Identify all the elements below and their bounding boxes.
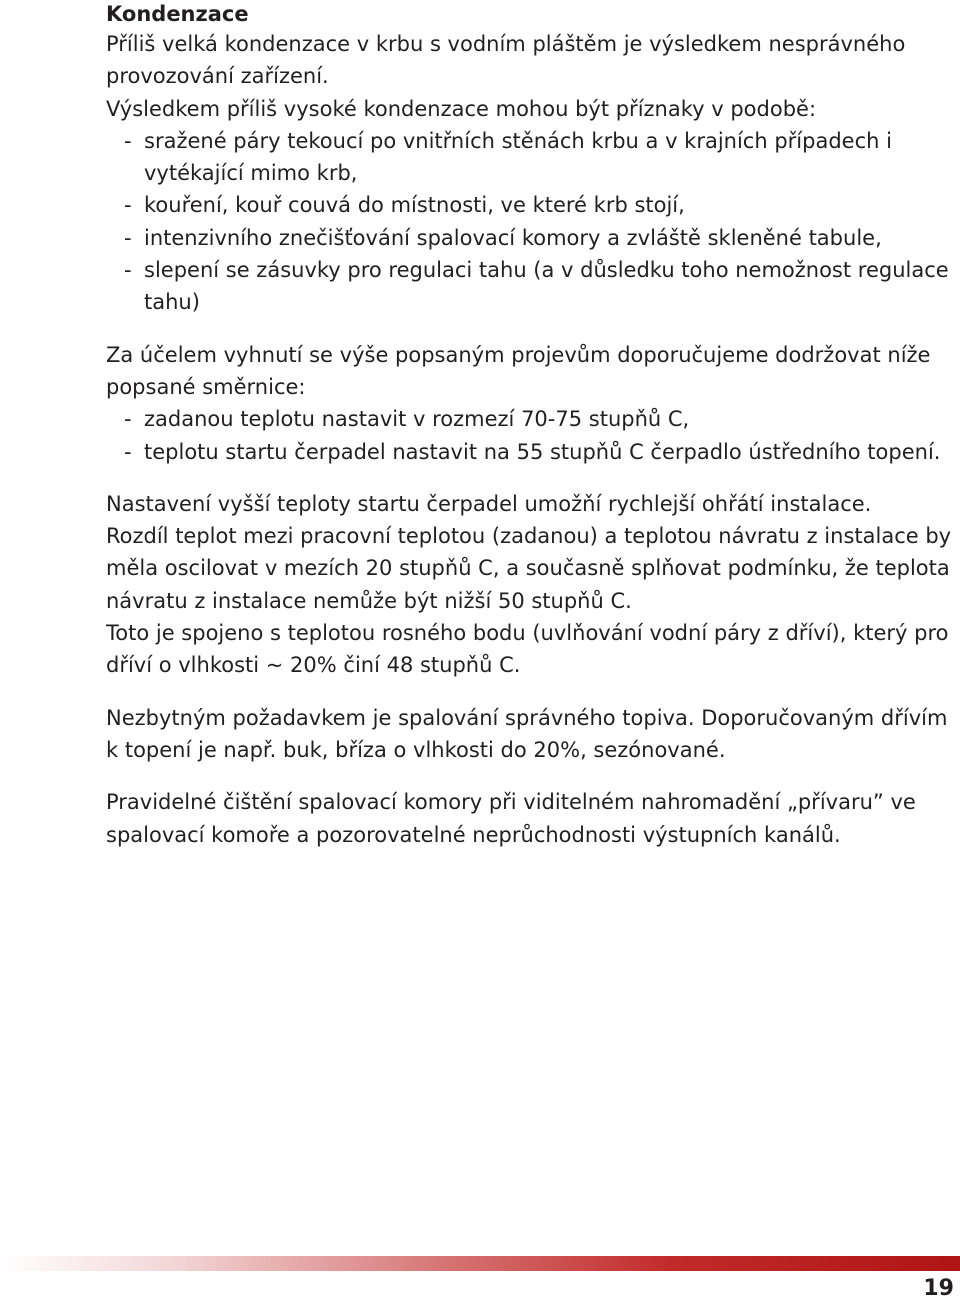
list-item: - intenzivního znečišťování spalovací komory a zvláště skleněné tabule, [124, 225, 882, 250]
symptoms-list [106, 125, 958, 319]
pump-paragraph-1: Nastavení vyšší teploty startu čerpadel umožňí rychlejší ohřátí instalace. [106, 491, 872, 516]
section-heading: Kondenzace [106, 2, 249, 26]
footer-gradient-bar [0, 1256, 960, 1271]
page-number: 19 [923, 1276, 954, 1301]
document-body [106, 0, 958, 851]
recommendations-list [106, 403, 958, 468]
list-item: - teplotu startu čerpadel nastavit na 55 stupňů C čerpadlo ústředního topení. [124, 439, 941, 464]
list-item: - slepení se zásuvky pro regulaci tahu (a v důsledku toho nemožnost regulace tahu) [124, 258, 949, 315]
pump-paragraph-3: Toto je spojeno s teplotou rosného bodu (uvlňování vodní páry z dříví), který pro dříví o vlhkosti ~ 20% činí 48 stupňů C. [106, 621, 949, 678]
cleaning-paragraph: Pravidelné čištění spalovací komory při viditelném nahromadění „přívaru” ve spalovací komoře a pozorovatelné neprůchodnosti výstupních kanálů. [106, 790, 916, 847]
pump-paragraph-2: Rozdíl teplot mezi pracovní teplotou (zadanou) a teplotou návratu z instalace by měla oscilovat v mezích 20 stupňů C, a současně splňovat podmínku, že teplota návratu z instalace nemůže být nižší 50 stupňů C. [106, 524, 952, 613]
list-item: - sražené páry tekoucí po vnitřních stěnách krbu a v krajních případech i vytékající mimo krb, [124, 128, 892, 186]
list-item: - kouření, kouř couvá do místnosti, ve které krb stojí, [124, 193, 685, 218]
list-item: - zadanou teplotu nastavit v rozmezí 70-75 stupňů C, [124, 407, 690, 432]
intro-paragraph: Příliš velká kondenzace v krbu s vodním pláštěm je výsledkem nesprávného provozování zařízení. [106, 32, 906, 89]
recommendation-intro: Za účelem vyhnutí se výše popsaným projevům doporučujeme dodržovat níže popsané směrnice: [106, 342, 931, 399]
fuel-paragraph: Nezbytným požadavkem je spalování správného topiva. Doporučovaným dřívím k topení je např. buk, bříza o vlhkosti do 20%, sezónované. [106, 705, 948, 762]
symptoms-intro: Výsledkem příliš vysoké kondenzace mohou být příznaky v podobě: [106, 96, 817, 121]
